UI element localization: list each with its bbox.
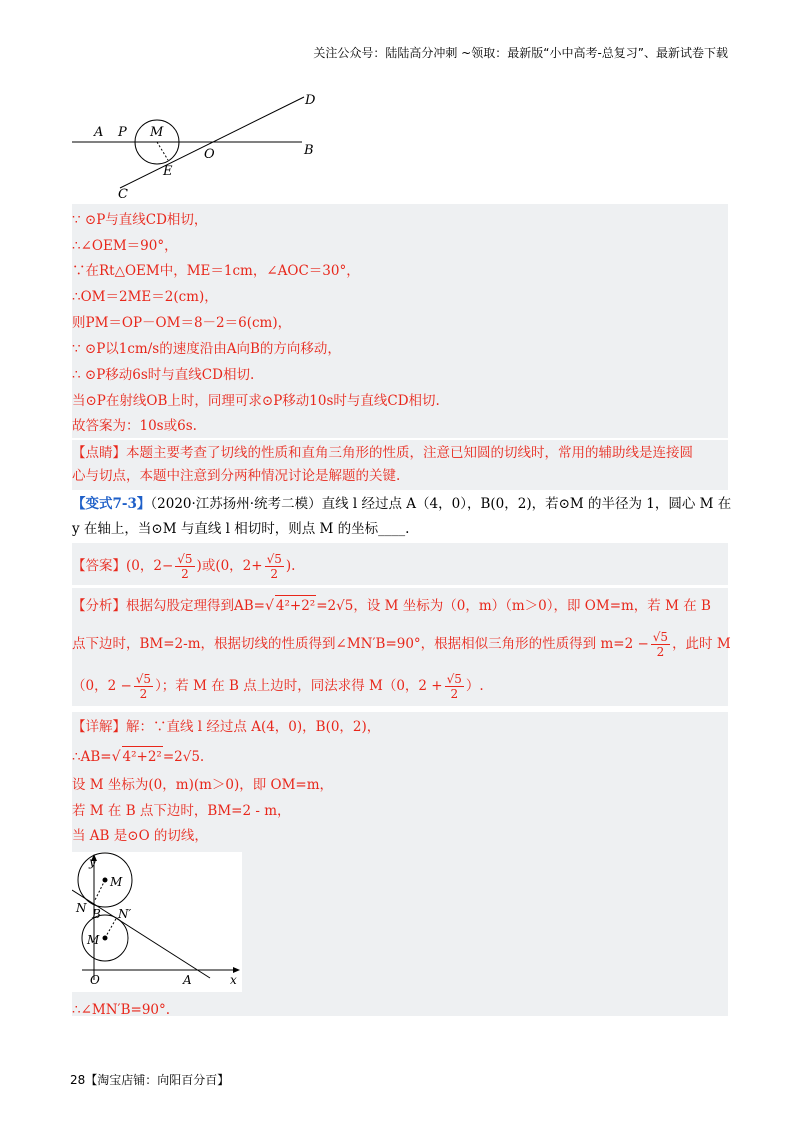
sol1-line-9: 故答案为：10s或6s. (72, 418, 197, 434)
answer-frac1-den: 2 (181, 567, 189, 581)
analysis-line-2 (72, 630, 731, 659)
sol1-line-2: ∴∠OEM＝90°， (72, 238, 178, 254)
fig2-label-m-bottom: M (87, 933, 100, 947)
analysis-frac2-den: 2 (139, 687, 148, 701)
analysis-a3: （0，2 − (72, 678, 132, 694)
figure-2-diagram (72, 852, 242, 992)
sol1-line-8: 当⊙P在射线OB上时，同理可求⊙P移动10s时与直线CD相切. (72, 393, 440, 409)
detail-d1: 解：∵直线 l 经过点 A(4，0)，B(0，2)， (126, 719, 381, 735)
detail-line-2 (72, 746, 204, 767)
sol1-line-3: ∵在Rt△OEM中，ME＝1cm，∠AOC＝30°， (72, 263, 360, 279)
fig2-label-o: O (90, 973, 100, 987)
sol1-line-6: ∵ ⊙P以1cm/s的速度沿由A向B的方向移动， (72, 341, 341, 357)
problem-line-2: y 在轴上，当⊙M 与直线 l 相切时，则点 M 的坐标____. (72, 521, 410, 537)
problem-text-1: （2020·江苏扬州·统考二模）直线 l 经过点 A（4，0），B(0，2)，若⊙M 的半径为 1，圆心 M 在 (150, 496, 732, 512)
detail-line-3: 设 M 坐标为(0，m)(m＞0)，即 OM=m， (72, 777, 334, 793)
analysis-a1: 根据勾股定理得到AB= (126, 598, 265, 614)
label-B: B (304, 143, 314, 158)
sol1-line-7: ∴ ⊙P移动6s时与直线CD相切. (72, 367, 255, 383)
shop-name: 【淘宝店铺：向阳百分百】 (85, 1073, 230, 1087)
analysis-sqrt: 4²+2² (275, 595, 316, 616)
sol1-line-1: ∵ ⊙P与直线CD相切， (72, 212, 208, 228)
label-P: P (118, 125, 127, 140)
label-A: A (94, 125, 104, 140)
detail-line-4: 若 M 在 B 点下边时，BM=2 - m， (72, 803, 291, 819)
detail-line-1 (72, 717, 380, 737)
problem-line-1 (72, 494, 731, 514)
analysis-fraction-3 (445, 672, 464, 701)
problem-tag: 【变式7-3】 (72, 496, 151, 512)
answer-frac2-den: 2 (270, 567, 279, 581)
analysis-a1b: =2√5，设 M 坐标为（0，m）（m＞0），即 OM=m，若 M 在 B (316, 598, 711, 614)
detail-sqrt: 4²+2² (122, 746, 163, 767)
label-M: M (150, 125, 164, 140)
detail-tag: 【详解】 (72, 719, 126, 735)
label-O: O (204, 147, 215, 162)
answer-line (72, 552, 295, 581)
label-C: C (118, 187, 128, 202)
label-E: E (163, 164, 173, 179)
analysis-fraction-1 (651, 630, 670, 659)
detail-line-5: 当 AB 是⊙O 的切线， (72, 828, 208, 844)
analysis-a3c: ）. (465, 678, 484, 694)
analysis-line-3 (72, 672, 484, 701)
analysis-a2b: ，此时 M (672, 636, 731, 652)
analysis-line-1 (72, 595, 711, 616)
analysis-a2: 点下边时，BM=2-m，根据切线的性质得到∠MN′B=90°，根据相似三角形的性质得到 m=2 − (72, 636, 649, 652)
answer-pre: (0，2− (126, 558, 174, 574)
sol1-line-4: ∴OM＝2ME＝2(cm)， (72, 289, 218, 305)
analysis-frac3-den: 2 (450, 687, 459, 701)
answer-fraction-1 (175, 552, 194, 581)
analysis-a3b: ）；若 M 在 B 点上边时，同法求得 M（0，2 + (155, 678, 443, 694)
fig2-label-x: x (230, 973, 237, 987)
page-header: 关注公众号：陆陆高分冲刺 ~领取：最新版“小中高考-总复习”、最新试卷下载 (313, 46, 728, 60)
answer-frac1-num: √5 (177, 552, 193, 566)
fig2-label-n-prime: N′ (118, 907, 132, 921)
analysis-frac2-num: √5 (135, 672, 152, 686)
answer-fraction-2 (265, 552, 284, 581)
fig2-label-b: B (92, 907, 101, 921)
fig2-label-m-top: M (110, 875, 123, 889)
label-D: D (305, 93, 316, 108)
analysis-frac1-den: 2 (656, 645, 665, 659)
answer-mid: )或(0，2+ (196, 558, 263, 574)
fig2-label-y: y (89, 855, 96, 869)
answer-frac2-num: √5 (266, 552, 282, 566)
answer-tag: 【答案】 (72, 558, 126, 574)
sol1-line-5: 则PM＝OP－OM＝8－2＝6(cm)， (72, 315, 292, 331)
fig2-label-n: N (76, 901, 87, 915)
fig2-label-a: A (183, 973, 192, 987)
figure-1-diagram (72, 92, 322, 204)
detail-d2a: ∴AB= (72, 749, 112, 765)
analysis-fraction-2 (134, 672, 153, 701)
detail-line-6: ∴∠MN′B=90°. (72, 1002, 171, 1018)
analysis-tag: 【分析】 (72, 598, 126, 614)
analysis-frac3-num: √5 (446, 672, 462, 686)
analysis-frac1-num: √5 (652, 630, 669, 644)
answer-post: ). (285, 558, 296, 574)
page-footer (70, 1071, 229, 1088)
detail-d2b: =2√5. (162, 749, 205, 765)
page-number: 28 (70, 1073, 86, 1087)
sqrt-sign-icon: √ (264, 598, 274, 614)
sqrt-sign-2-icon: √ (111, 749, 121, 765)
dianjing-line-1: 【点睛】本题主要考查了切线的性质和直角三角形的性质，注意已知圆的切线时，常用的辅助线是连接圆 (72, 445, 693, 461)
dianjing-line-2: 心与切点，本题中注意到分两种情况讨论是解题的关键. (72, 468, 401, 484)
